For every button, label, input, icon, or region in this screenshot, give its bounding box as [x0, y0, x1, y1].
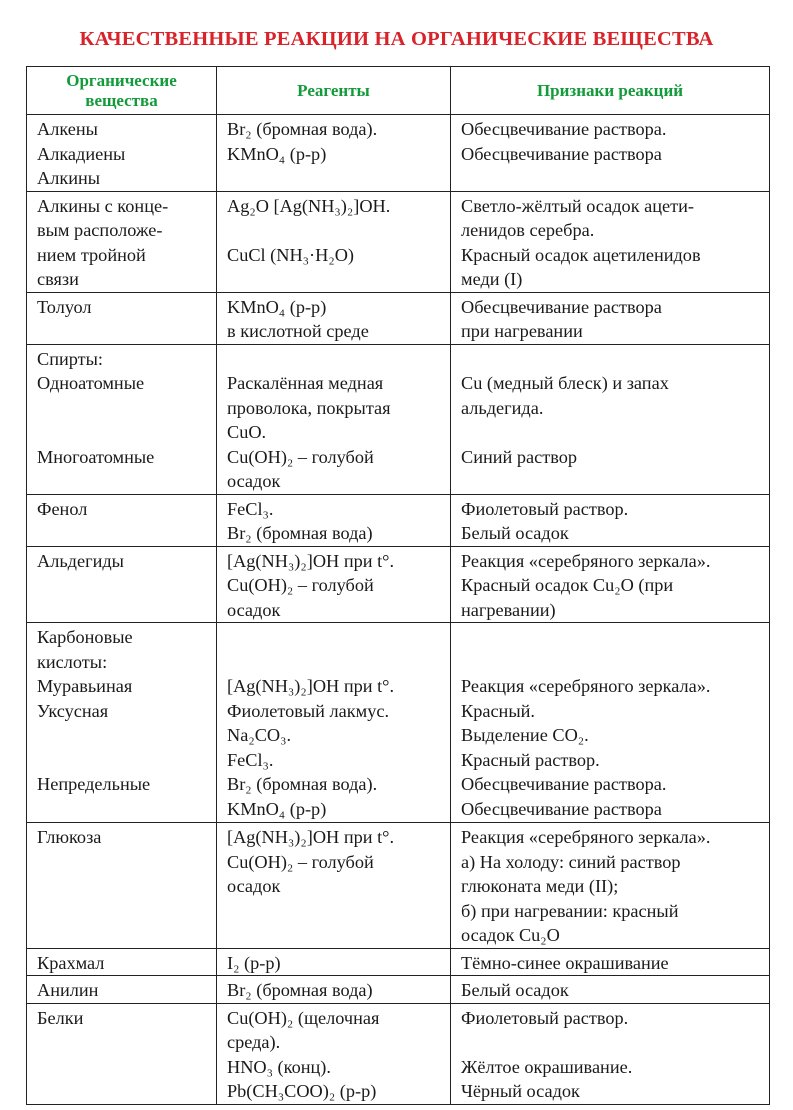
cell-line: Ag₂O [Ag(NH₃)₂]OH. — [227, 195, 391, 216]
reagents-cell — [217, 546, 451, 623]
substance-cell — [27, 191, 217, 292]
cell-line: Красный осадок ацетиленидов — [461, 244, 701, 265]
signs-cell — [451, 191, 770, 292]
cell-line: KMnO₄ (р-р) — [227, 296, 327, 317]
cell-line: кислоты: — [37, 651, 108, 672]
substance-cell — [27, 948, 217, 976]
cell-line: I₂ (р-р) — [227, 952, 281, 973]
cell-line: связи — [37, 269, 79, 289]
table-row — [27, 948, 770, 976]
cell-line: Непредельные — [37, 774, 151, 794]
substance-cell — [27, 344, 217, 494]
cell-line: KMnO₄ (р-р) — [227, 798, 327, 819]
substance-cell — [27, 823, 217, 949]
cell-line: Реакция «серебряного зеркала». — [461, 827, 711, 847]
table-row — [27, 823, 770, 949]
header-reagents: Реагенты — [217, 67, 451, 115]
cell-line: Синий раствор — [461, 446, 578, 467]
cell-line — [227, 347, 444, 372]
cell-line: [Ag(NH₃)₂]OH при t°. — [227, 676, 395, 696]
cell-line: осадок Cu₂O — [461, 925, 560, 945]
table-row — [27, 546, 770, 623]
cell-line: Алкины — [37, 168, 101, 188]
cell-line: проволока, покрытая — [227, 397, 391, 418]
signs-cell — [451, 976, 770, 1004]
table-row — [27, 292, 770, 344]
cell-line: Фиолетовый раствор. — [461, 498, 629, 519]
cell-line: Алкены — [37, 119, 98, 139]
cell-line: Белки — [37, 1007, 84, 1028]
cell-line — [461, 347, 763, 372]
cell-line: [Ag(NH₃)₂]OH при t°. — [227, 827, 395, 847]
cell-line: Реакция «серебряного зеркала». — [461, 550, 711, 571]
cell-line: глюконата меди (II); — [461, 876, 619, 896]
header-signs: Признаки реакций — [451, 67, 770, 115]
cell-line: [Ag(NH₃)₂]OH при t°. — [227, 550, 395, 571]
cell-line: Белый осадок — [461, 980, 569, 1000]
cell-line: осадок — [227, 599, 281, 620]
cell-line: Толуол — [37, 296, 92, 317]
table-row — [27, 1003, 770, 1104]
cell-line — [461, 625, 763, 650]
reagents-cell — [217, 191, 451, 292]
cell-line: Алкины с конце- — [37, 195, 169, 216]
substance-cell — [27, 292, 217, 344]
reagents-cell — [217, 292, 451, 344]
cell-line: Уксусная — [37, 700, 109, 721]
cell-line: Выделение CO₂. — [461, 725, 589, 745]
cell-line: Глюкоза — [37, 827, 102, 847]
cell-line: альдегида. — [461, 397, 544, 418]
cell-line: Br₂ (бромная вода). — [227, 774, 378, 794]
cell-line: Алкадиены — [37, 143, 126, 164]
cell-line: HNO₃ (конц). — [227, 1056, 331, 1077]
cell-line: Чёрный осадок — [461, 1081, 580, 1101]
cell-line: Pb(CH₃COO)₂ (р-р) — [227, 1081, 377, 1101]
cell-line: Многоатомные — [37, 446, 155, 467]
cell-line: FeCl₃. — [227, 749, 274, 770]
cell-line — [227, 218, 444, 243]
cell-line: Cu(OH)₂ – голубой — [227, 851, 374, 872]
cell-line: Спирты: — [37, 348, 104, 369]
table-header-row — [27, 67, 770, 115]
cell-line: меди (I) — [461, 269, 523, 289]
cell-line — [227, 650, 444, 675]
cell-line — [227, 625, 444, 650]
cell-line: Обесцвечивание раствора. — [461, 774, 667, 794]
cell-line: нием тройной — [37, 244, 146, 265]
cell-line: Фиолетовый лакмус. — [227, 700, 390, 721]
cell-line: осадок — [227, 876, 281, 896]
cell-line: Фенол — [37, 498, 88, 519]
cell-line: Br₂ (бромная вода) — [227, 980, 373, 1000]
reagents-cell — [217, 494, 451, 546]
cell-line: Обесцвечивание раствора — [461, 798, 662, 819]
cell-line: ленидов серебра. — [461, 220, 595, 240]
cell-line: Красный. — [461, 700, 535, 721]
cell-line: вым расположе- — [37, 220, 163, 240]
signs-cell — [451, 948, 770, 976]
cell-line: Белый осадок — [461, 523, 569, 543]
cell-line — [37, 420, 210, 445]
cell-line — [461, 650, 763, 675]
cell-line: CuO. — [227, 422, 267, 442]
cell-line: Светло-жёлтый осадок ацети- — [461, 195, 695, 216]
signs-cell — [451, 494, 770, 546]
signs-cell — [451, 115, 770, 192]
reactions-table — [26, 66, 770, 1105]
cell-line — [461, 1030, 763, 1055]
cell-line: Br₂ (бромная вода). — [227, 119, 378, 139]
cell-line: Br₂ (бромная вода) — [227, 523, 373, 543]
table-row — [27, 344, 770, 494]
cell-line — [37, 396, 210, 421]
substance-cell — [27, 976, 217, 1004]
signs-cell — [451, 292, 770, 344]
reagents-cell — [217, 344, 451, 494]
cell-line: Карбоновые — [37, 627, 133, 647]
cell-line: а) На холоду: синий раствор — [461, 851, 681, 872]
cell-line — [37, 748, 210, 773]
cell-line: Муравьиная — [37, 676, 133, 696]
cell-line: нагревании) — [461, 599, 556, 620]
cell-line: Обесцвечивание раствора — [461, 143, 662, 164]
substance-cell — [27, 1003, 217, 1104]
cell-line: FeCl₃. — [227, 498, 274, 519]
cell-line: Обесцвечивание раствора. — [461, 119, 667, 139]
reagents-cell — [217, 948, 451, 976]
cell-line: Cu(OH)₂ – голубой — [227, 446, 374, 467]
reagents-cell — [217, 1003, 451, 1104]
substance-cell — [27, 494, 217, 546]
signs-cell — [451, 823, 770, 949]
signs-cell — [451, 623, 770, 823]
cell-line — [37, 723, 210, 748]
table-row — [27, 115, 770, 192]
cell-line: Одноатомные — [37, 373, 145, 393]
substance-cell — [27, 546, 217, 623]
cell-line: Cu(OH)₂ – голубой — [227, 575, 374, 595]
cell-line: Альдегиды — [37, 550, 124, 571]
signs-cell — [451, 344, 770, 494]
cell-line: Обесцвечивание раствора — [461, 296, 662, 317]
signs-cell — [451, 1003, 770, 1104]
page-title: КАЧЕСТВЕННЫЕ РЕАКЦИИ НА ОРГАНИЧЕСКИЕ ВЕЩЕСТВА — [79, 28, 714, 50]
reagents-cell — [217, 115, 451, 192]
substance-cell — [27, 115, 217, 192]
cell-line: б) при нагревании: красный — [461, 900, 679, 921]
cell-line: Красный осадок Cu₂O (при — [461, 575, 674, 595]
header-substances: Органические вещества — [27, 67, 217, 115]
substance-cell — [27, 623, 217, 823]
table-row — [27, 191, 770, 292]
cell-line: среда). — [227, 1032, 281, 1052]
cell-line: Анилин — [37, 980, 99, 1000]
cell-line — [461, 420, 763, 445]
reagents-cell — [217, 823, 451, 949]
cell-line: Раскалённая медная — [227, 373, 384, 393]
cell-line: Красный раствор. — [461, 749, 600, 770]
cell-line: Фиолетовый раствор. — [461, 1007, 629, 1028]
cell-line: Na₂CO₃. — [227, 725, 292, 745]
cell-line: Cu (медный блеск) и запах — [461, 373, 669, 393]
cell-line: осадок — [227, 471, 281, 491]
signs-cell — [451, 546, 770, 623]
cell-line: Жёлтое окрашивание. — [461, 1056, 633, 1077]
reagents-cell — [217, 623, 451, 823]
cell-line: Крахмал — [37, 952, 105, 973]
reagents-cell — [217, 976, 451, 1004]
cell-line: Cu(OH)₂ (щелочная — [227, 1007, 380, 1028]
cell-line: Тёмно-синее окрашивание — [461, 952, 669, 973]
table-row — [27, 494, 770, 546]
cell-line: KMnO₄ (р-р) — [227, 143, 327, 164]
table-row — [27, 976, 770, 1004]
cell-line: CuCl (NH₃·H₂O) — [227, 244, 354, 265]
cell-line: при нагревании — [461, 321, 583, 341]
cell-line: в кислотной среде — [227, 321, 369, 341]
table-row — [27, 623, 770, 823]
cell-line: Реакция «серебряного зеркала». — [461, 676, 711, 696]
